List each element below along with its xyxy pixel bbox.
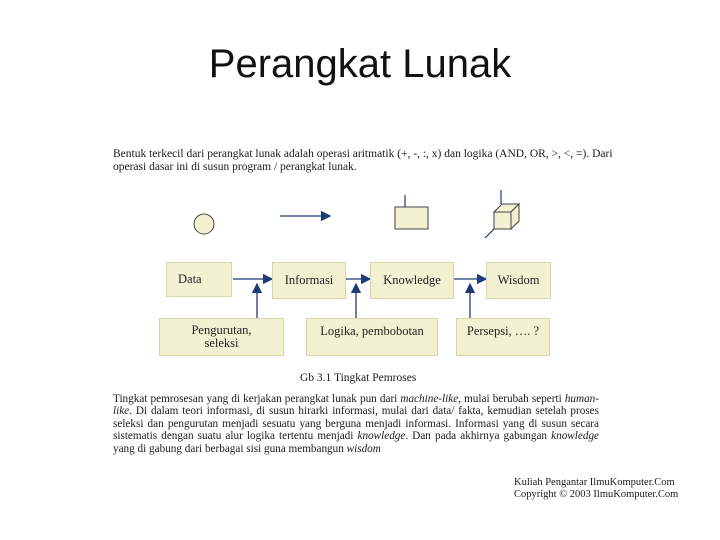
cube-shape [485,190,519,238]
credit-line-1: Kuliah Pengantar IlmuKomputer.Com [514,477,675,488]
body-paragraph: Tingkat pemrosesan yang di kerjakan perangkat lunak pun dari machine-like, mulai berubah seperti human-like. Di dalam teori informasi, di susun hirarki informasi, mulai dari data/ fakta, kemudian setelah proses seleksi dan pengurutan menjadi sesuatu yang berguna menjadi informasi. Informasi yang di susun secara sistematis dengan suatu alur logika tertentu menjadi knowledge. Dan pada akhirnya gabungan knowledge yang di gabung dari berbagai sisi guna membangun wisdom [113,393,599,455]
level-box-knowledge: Knowledge [370,262,454,299]
intro-text: Bentuk terkecil dari perangkat lunak adalah operasi aritmatik (+, -, :, x) dan logika (AND, OR, >, <, =). Dari operasi dasar ini di susun program / perangkat lunak. [113,148,613,173]
process-box-persepsi: Persepsi, …. ? [456,318,550,356]
copyright-credit [514,477,678,500]
level-box-data: Data [166,262,232,297]
level-box-wisdom: Wisdom [486,262,551,299]
slide-title: Perangkat Lunak [208,42,512,86]
figure-caption: Gb 3.1 Tingkat Pemroses [300,372,417,384]
square-shape [395,207,428,229]
process-box-pengurutan: Pengurutan, seleksi [159,318,284,356]
level-box-informasi: Informasi [272,262,346,299]
dot-shape [194,214,214,234]
process-box-logika: Logika, pembobotan [306,318,438,356]
credit-line-2: Copyright © 2003 IlmuKomputer.Com [514,488,679,500]
